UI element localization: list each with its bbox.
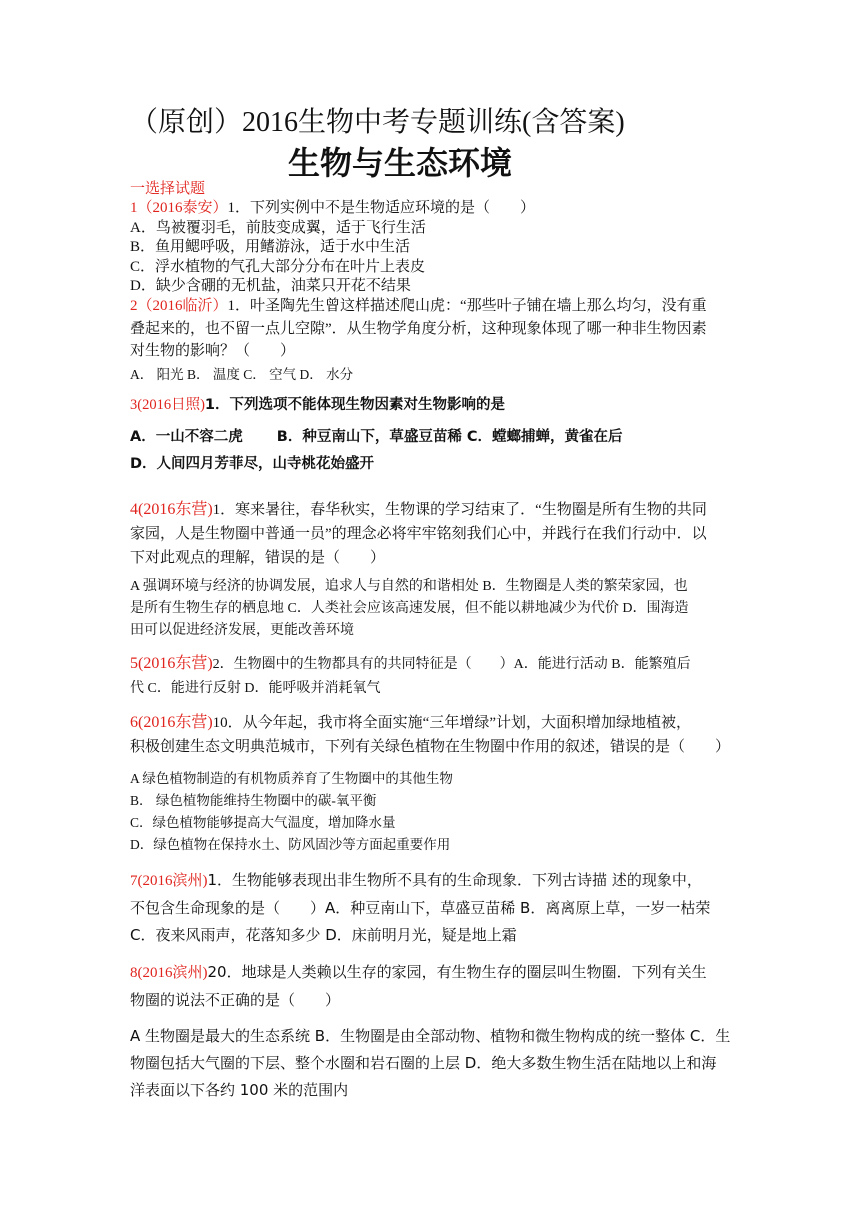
question-1-option-b: B．鱼用鳃呼吸，用鳍游泳，适于水中生活 (130, 239, 411, 256)
question-6-stem-line-1: 10．从今年起，我市将全面实施“三年增绿”计划，大面积增加绿地植被， (212, 715, 691, 731)
question-7 (130, 867, 730, 949)
question-5 (130, 652, 730, 701)
question-8-options-line-2: 物圈包括大气圈的下层、整个水圈和岩石圈的上层 D．绝大多数生物生活在陆地以上和海 (130, 1054, 717, 1072)
question-1-stem: 1．下列实例中不是生物适应环境的是（ ） (227, 200, 536, 216)
question-6-option-b: B． 绿色植物能维持生物圈中的碳-氧平衡 (130, 793, 377, 808)
question-8-options-line-3: 洋表面以下各约 100 米的范围内 (130, 1081, 349, 1099)
question-8-stem-line-1: 20．地球是人类赖以生存的家园，有生物生存的圈层叫生物圈．下列有关生 (207, 963, 707, 981)
question-4-stem-line-1: 1．寒来暑往，春华秋实，生物课的学习结束了．“生物圈是所有生物的共同 (212, 502, 707, 518)
question-2-stem-line-3: 对生物的影响？（ ） (130, 343, 296, 360)
question-6-stem-line-2: 积极创建生态文明典范城市，下列有关绿色植物在生物圈中作用的叙述，错误的是（ ） (130, 739, 731, 755)
question-8-options (130, 1023, 730, 1104)
question-1 (130, 199, 730, 297)
document-title: （原创）2016生物中考专题训练(含答案) (130, 107, 625, 138)
question-8 (130, 959, 730, 1014)
question-5-source: 5(2016东营) (130, 655, 213, 672)
section-label: 一选择试题 (130, 181, 206, 197)
question-6-option-c: C．绿色植物能够提高大气温度，增加降水量 (130, 815, 396, 830)
question-8-options-line-1: A 生物圈是最大的生态系统 B．生物圈是由全部动物、植物和微生物构成的统一整体 C．生 (130, 1027, 731, 1045)
question-4 (130, 498, 730, 570)
question-4-stem-line-2: 家园，人是生物圈中普通一员”的理念必将牢牢铭刻我们心中，并践行在我们行动中．以 (130, 526, 707, 542)
question-2 (130, 297, 730, 384)
question-6-option-d: D．绿色植物在保持水土、防风固沙等方面起重要作用 (130, 837, 451, 852)
question-3-options-line-2: D．人间四月芳菲尽，山寺桃花始盛开 (130, 456, 375, 472)
question-5-stem-line-2: 代 C．能进行反射 D．能呼吸并消耗氧气 (130, 681, 381, 696)
question-1-option-a: A．鸟被覆羽毛，前肢变成翼，适于飞行生活 (130, 219, 426, 236)
question-8-stem-line-2: 物圈的说法不正确的是（ ） (130, 991, 341, 1009)
question-7-stem-line-1: 1．生物能够表现出非生物所不具有的生命现象．下列古诗描 述的现象中， (207, 871, 702, 889)
question-4-options-line-1: A 强调环境与经济的协调发展，追求人与自然的和谐相处 B．生物圈是人类的繁荣家园，也 (130, 579, 688, 594)
question-4-options-line-2: 是所有生物生存的栖息地 C．人类社会应该高速发展，但不能以耕地减少为代价 D．围海造 (130, 601, 689, 616)
question-3-options-line-1: A．一山不容二虎 B．种豆南山下，草盛豆苗稀 C．螳螂捕蝉，黄雀在后 (130, 429, 623, 445)
question-4-options-line-3: 田可以促进经济发展，更能改善环境 (130, 623, 354, 638)
question-6-option-a: A 绿色植物制造的有机物质养育了生物圈中的其他生物 (130, 771, 453, 786)
question-1-option-c: C．浮水植物的气孔大部分分布在叶片上表皮 (130, 258, 426, 275)
question-4-source: 4(2016东营) (130, 501, 213, 518)
question-2-source: 2（2016临沂） (130, 298, 228, 314)
question-3-stem: 1．下列选项不能体现生物因素对生物影响的是 (204, 397, 506, 413)
question-6-source: 6(2016东营) (130, 714, 213, 731)
question-1-source: 1（2016泰安） (130, 200, 228, 216)
question-2-stem-line-2: 叠起来的，也不留一点儿空隙”．从生物学角度分析，这种现象体现了哪一种非生物因素 (130, 320, 707, 337)
document-subtitle: 生物与生态环境 (288, 145, 513, 181)
question-3-source: 3(2016日照) (130, 397, 205, 413)
question-6-options (130, 768, 730, 856)
question-4-stem-line-3: 下对此观点的理解，错误的是（ ） (130, 550, 386, 566)
question-2-options: A． 阳光 B． 温度 C． 空气 D． 水分 (130, 366, 354, 382)
question-5-stem-line-1: 2．生物圈中的生物都具有的共同特征是（ ）A．能进行活动 B．能繁殖后 (212, 657, 691, 672)
question-7-stem-line-2: 不包含生命现象的是（ ）A．种豆南山下，草盛豆苗稀 B．离离原上草，一岁一枯荣 (130, 899, 711, 917)
question-3 (130, 394, 730, 475)
question-6 (130, 711, 730, 759)
question-7-source: 7(2016滨州) (130, 873, 208, 889)
question-2-stem-line-1: 1．叶圣陶先生曾这样描述爬山虎：“那些叶子铺在墙上那么均匀，没有重 (227, 298, 707, 314)
question-8-source: 8(2016滨州) (130, 965, 208, 981)
question-1-option-d: D．缺少含硼的无机盐，油菜只开花不结果 (130, 278, 411, 295)
question-7-stem-line-3: C．夜来风雨声，花落知多少 D．床前明月光，疑是地上霜 (130, 926, 517, 944)
question-4-options (130, 576, 730, 642)
